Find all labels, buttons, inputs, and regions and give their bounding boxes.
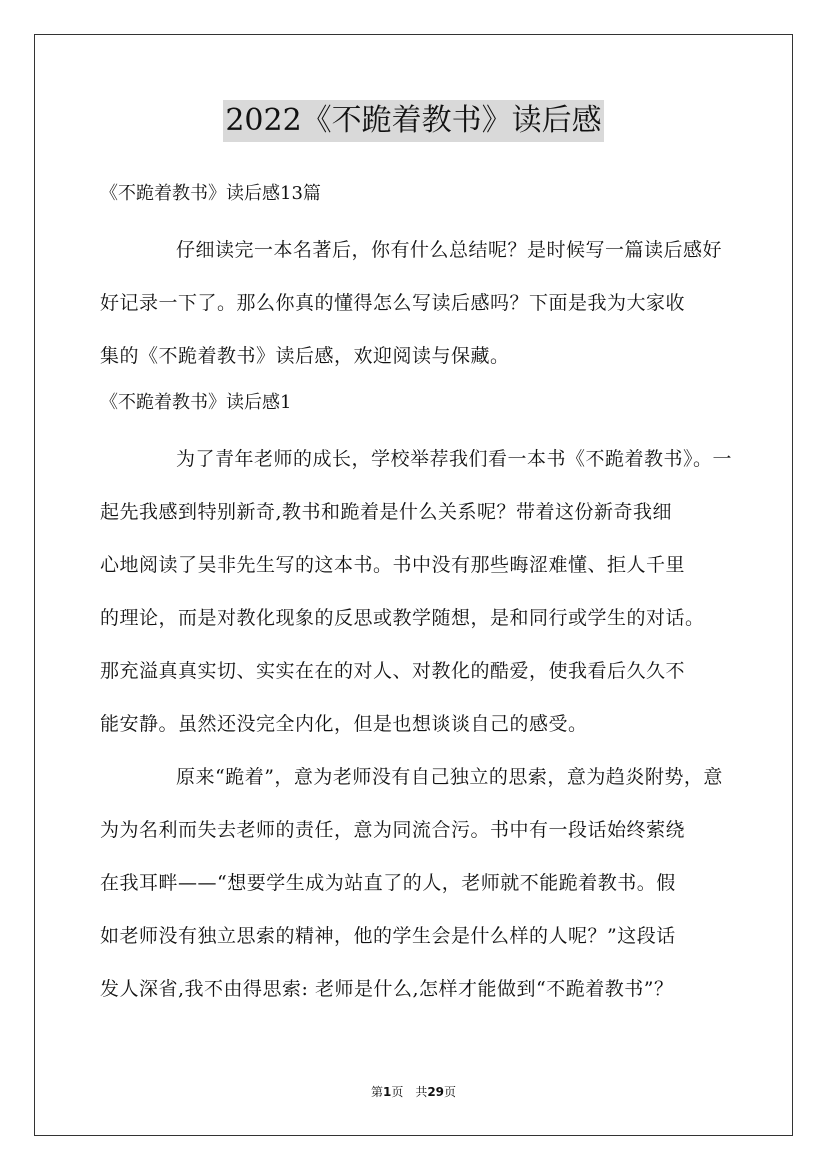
- paragraph-line: 起先我感到特别新奇,教书和跪着是什么关系呢？带着这份新奇我细: [100, 501, 673, 523]
- page-footer: [0, 1083, 827, 1100]
- footer-page-number: 1: [382, 1085, 392, 1099]
- intro-paragraph: [100, 224, 732, 383]
- paragraph-line: 如老师没有独立思索的精神，他的学生会是什么样的人呢？”这段话: [100, 925, 676, 947]
- paragraph-line: 发人深省,我不由得思索: 老师是什么,怎样才能做到“不跪着教书”？: [100, 978, 674, 1000]
- intro-line: 仔细读完一本名著后，你有什么总结呢？是时候写一篇读后感好: [176, 239, 723, 261]
- paragraph-line: 原来“跪着”，意为老师没有自己独立的思索，意为趋炎附势，意: [176, 766, 723, 788]
- paragraph-line: 那充溢真真实切、实实在在的对人、对教化的酷爱，使我看后久久不: [100, 660, 686, 682]
- document-body: [100, 174, 732, 1016]
- footer-prefix: 第: [370, 1085, 383, 1099]
- paragraph-line: 为了青年老师的成长，学校举荐我们看一本书《不跪着教书》。一: [176, 448, 733, 470]
- section1-paragraph-1: [100, 433, 732, 751]
- subtitle-main: 《不跪着教书》读后感13篇: [100, 183, 321, 204]
- paragraph-line: 为为名利而失去老师的责任，意为同流合污。书中有一段话始终萦绕: [100, 819, 686, 841]
- paragraph-line: 能安静。虽然还没完全内化，但是也想谈谈自己的感受。: [100, 713, 588, 735]
- document-title: 2022《不跪着教书》读后感: [223, 100, 603, 142]
- intro-line: 集的《不跪着教书》读后感，欢迎阅读与保藏。: [100, 345, 510, 367]
- paragraph-line: 在我耳畔——“想要学生成为站直了的人，老师就不能跪着教书。假: [100, 872, 676, 894]
- section1-paragraph-2: [100, 751, 732, 1016]
- paragraph-line: 的理论，而是对教化现象的反思或教学随想，是和同行或学生的对话。: [100, 607, 705, 629]
- title-container: [0, 100, 827, 142]
- intro-line: 好记录一下了。那么你真的懂得怎么写读后感吗？下面是我为大家收: [100, 292, 686, 314]
- section1-heading: 《不跪着教书》读后感1: [100, 392, 292, 413]
- footer-suffix: 页: [444, 1085, 457, 1099]
- footer-middle: 页 共: [391, 1085, 428, 1099]
- paragraph-line: 心地阅读了吴非先生写的这本书。书中没有那些晦涩难懂、拒人千里: [100, 554, 686, 576]
- footer-total-pages: 29: [427, 1085, 445, 1099]
